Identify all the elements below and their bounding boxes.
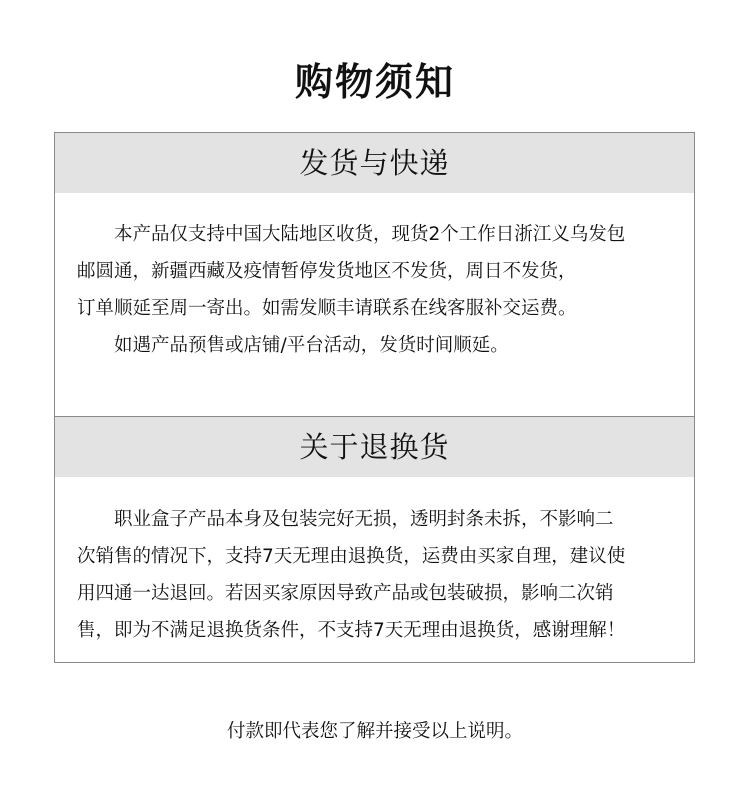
returns-line-4: 售，即为不满足退换货条件，不支持7天无理由退换货，感谢理解！ bbox=[77, 620, 626, 641]
returns-line-3: 用四通一达退回。若因买家原因导致产品或包装破损，影响二次销 bbox=[77, 583, 614, 604]
shipping-body bbox=[55, 193, 694, 364]
notice-box bbox=[54, 132, 695, 663]
returns-body bbox=[55, 477, 694, 649]
returns-line-1: 职业盒子产品本身及包装完好无损，透明封条未拆，不影响二 bbox=[114, 509, 614, 530]
shipping-line-3: 订单顺延至周一寄出。如需发顺丰请联系在线客服补交运费。 bbox=[77, 298, 577, 319]
page-title: 购物须知 bbox=[294, 60, 455, 104]
shipping-line-1: 本产品仅支持中国大陆地区收货，现货2个工作日浙江义乌发包 bbox=[114, 224, 626, 245]
returns-line-2: 次销售的情况下，支持7天无理由退换货，运费由买家自理，建议使 bbox=[77, 546, 626, 567]
shipping-line-2: 邮圆通，新疆西藏及疫情暂停发货地区不发货，周日不发货， bbox=[77, 261, 577, 282]
shipping-section bbox=[55, 133, 694, 416]
returns-section bbox=[55, 416, 694, 664]
shipping-line-4: 如遇产品预售或店铺/平台活动，发货时间顺延。 bbox=[114, 335, 509, 356]
shipping-heading: 发货与快递 bbox=[55, 133, 694, 193]
payment-acknowledgement: 付款即代表您了解并接受以上说明。 bbox=[226, 721, 523, 742]
returns-heading: 关于退换货 bbox=[55, 417, 694, 477]
